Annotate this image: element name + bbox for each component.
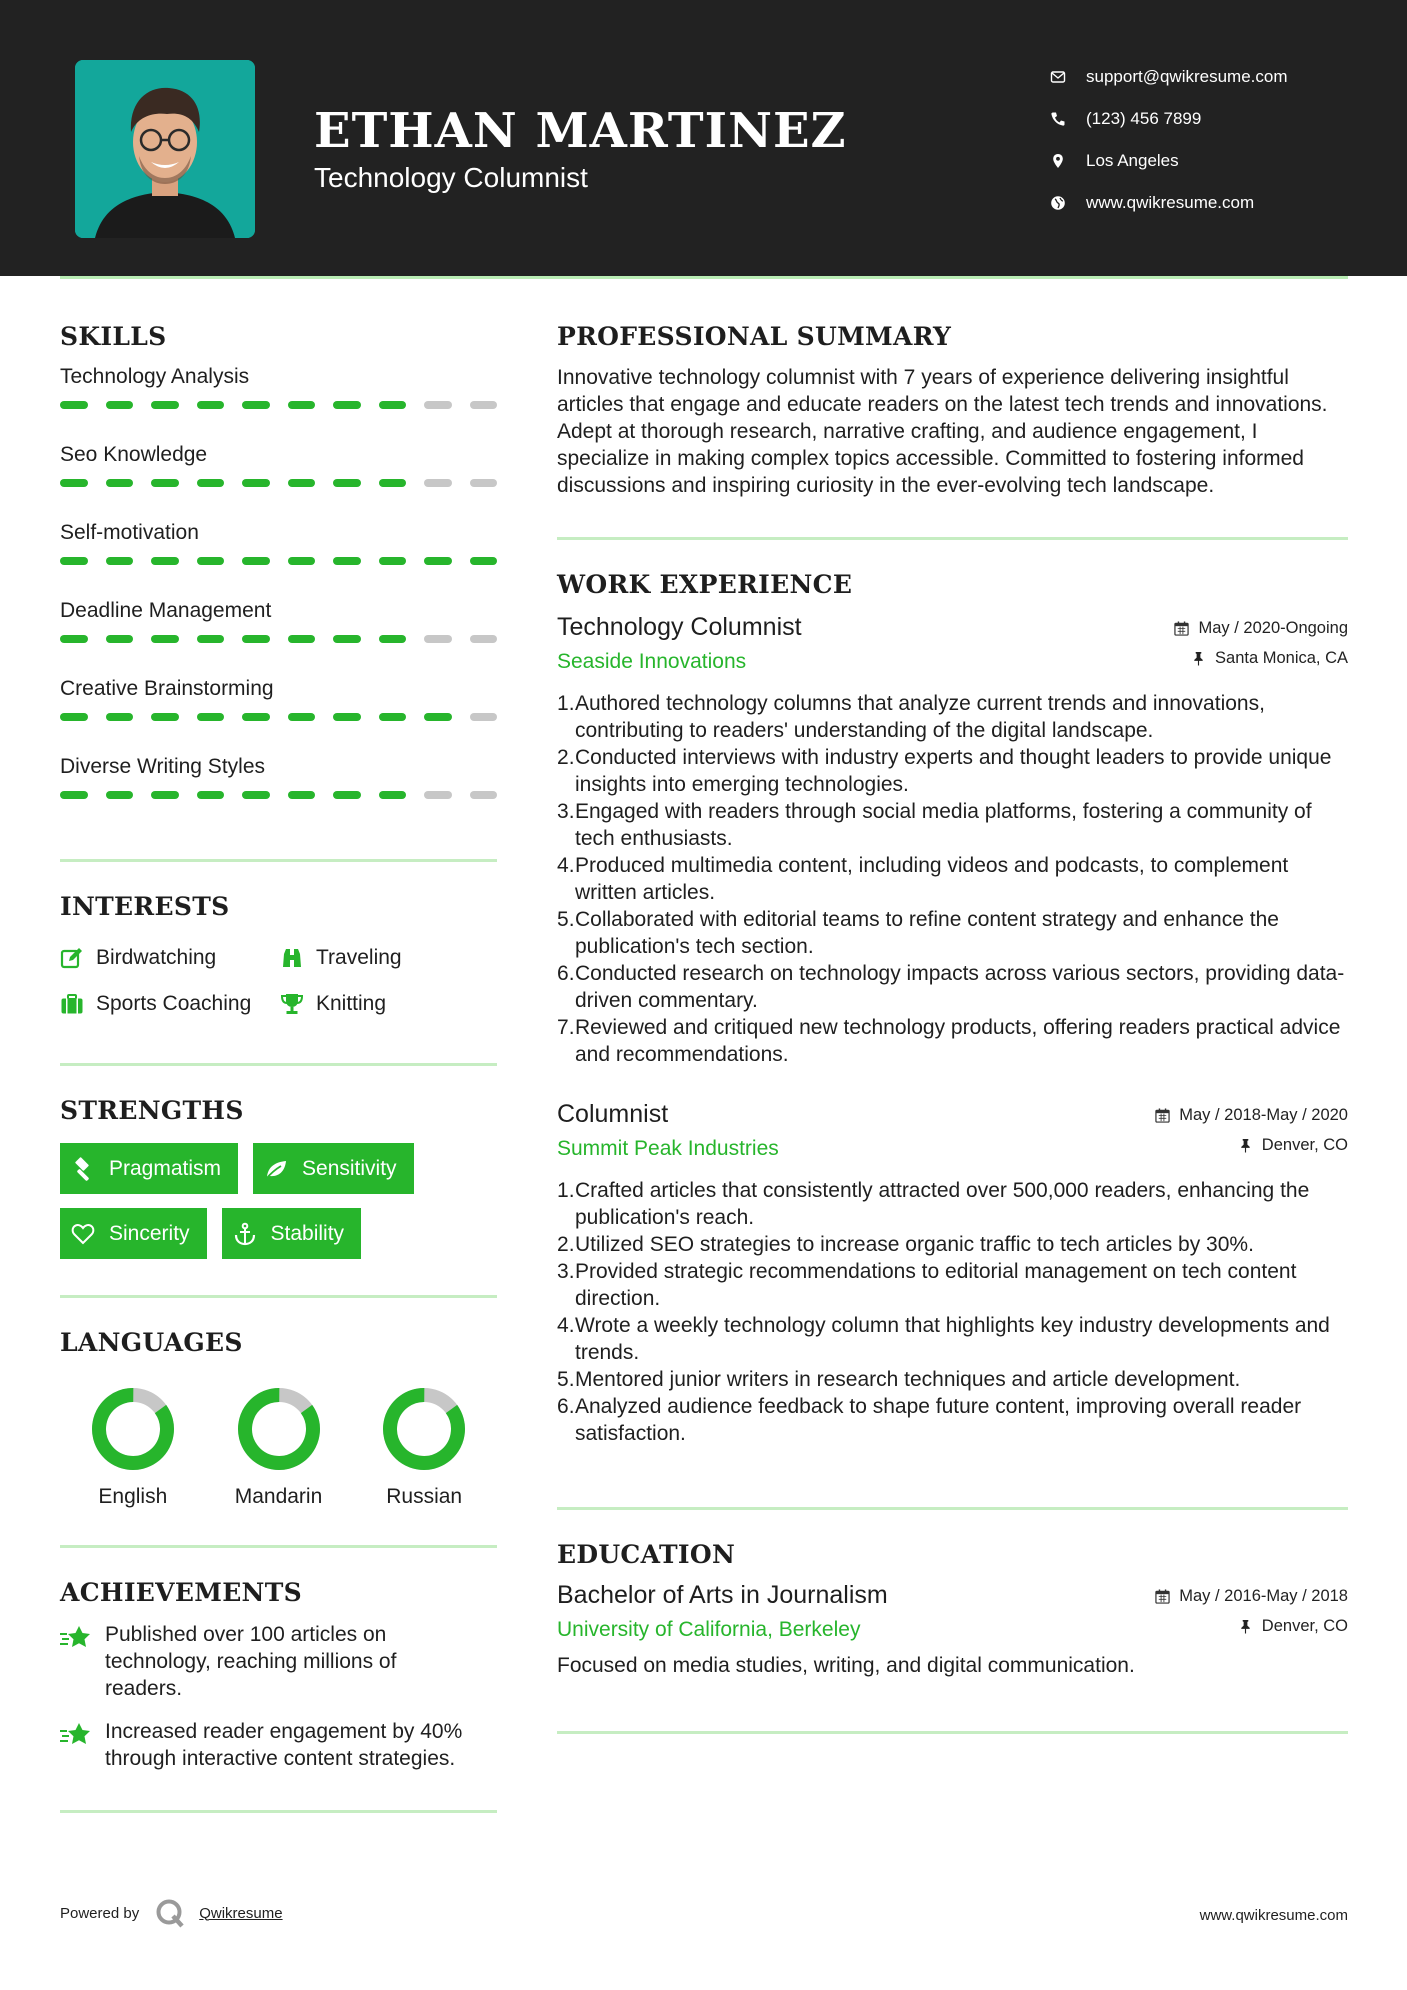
skills-list <box>60 365 497 819</box>
skill-dot-filled <box>424 557 452 565</box>
skill-dot-filled <box>242 635 270 643</box>
education-description: Focused on media studies, writing, and digital communication. <box>557 1654 1135 1677</box>
skill-name: Deadline Management <box>60 599 272 622</box>
achievement-text: Published over 100 articles on technology, reaching millions of readers. <box>105 1623 397 1700</box>
achievement-item <box>60 1621 497 1702</box>
education-location-text: Denver, CO <box>1261 1617 1348 1635</box>
list-item: Reviewed and critiqued new technology products, offering readers practical advice and recommendations. <box>575 1016 1341 1066</box>
education-dates <box>1155 1587 1348 1606</box>
skill-name: Diverse Writing Styles <box>60 755 265 778</box>
skill-dot-filled <box>379 713 407 721</box>
interest-label: Birdwatching <box>96 946 217 969</box>
skill-name: Self-motivation <box>60 521 199 544</box>
strengths-heading: STRENGTHS <box>60 1096 244 1125</box>
strengths-list <box>60 1143 497 1259</box>
skill-dot-filled <box>60 713 88 721</box>
section-divider <box>60 1545 497 1548</box>
job-company: Seaside Innovations <box>557 650 747 673</box>
section-divider <box>60 1810 497 1813</box>
skill-level-meter <box>60 791 497 799</box>
star-icon <box>60 1718 105 1772</box>
job-responsibilities <box>557 690 1348 1068</box>
right-column <box>557 322 1348 1734</box>
skill-dot-filled <box>242 713 270 721</box>
skill-dot-empty <box>424 479 452 487</box>
location-pin-icon <box>1050 153 1086 169</box>
list-item: Wrote a weekly technology column that highlights key industry developments and trends. <box>575 1314 1330 1364</box>
language-item <box>60 1387 206 1509</box>
star-icon <box>60 1621 105 1702</box>
skill-dot-filled <box>106 401 134 409</box>
strength-badge <box>222 1208 362 1259</box>
section-divider <box>60 859 497 862</box>
education-entry <box>557 1581 1348 1679</box>
contact-website[interactable] <box>1050 182 1288 224</box>
skill-dot-filled <box>60 401 88 409</box>
skill-dot-filled <box>333 479 361 487</box>
language-item <box>206 1387 352 1509</box>
powered-by-text: Powered by <box>60 1904 140 1922</box>
job-dates <box>1174 619 1348 638</box>
skill-dot-filled <box>470 557 498 565</box>
job-location-text: Santa Monica, CA <box>1215 649 1348 667</box>
summary-heading: PROFESSIONAL SUMMARY <box>557 322 952 351</box>
education-degree: Bachelor of Arts in Journalism <box>557 1581 888 1609</box>
skills-heading: SKILLS <box>60 322 167 351</box>
job-company: Summit Peak Industries <box>557 1137 779 1160</box>
skill-dot-filled <box>106 479 134 487</box>
list-item: Analyzed audience feedback to shape future content, improving overall reader satisfaction. <box>575 1395 1302 1445</box>
education-school: University of California, Berkeley <box>557 1618 861 1641</box>
leaf-icon <box>264 1157 302 1181</box>
strength-badge <box>60 1208 207 1259</box>
skill-dot-filled <box>197 635 225 643</box>
skill-name: Technology Analysis <box>60 365 250 388</box>
interest-label: Traveling <box>316 946 402 969</box>
skill-dot-filled <box>197 791 225 799</box>
gavel-icon <box>71 1157 109 1181</box>
list-item: Utilized SEO strategies to increase organic traffic to tech articles by 30%. <box>575 1233 1254 1256</box>
trophy-icon <box>280 992 316 1016</box>
interests-list <box>60 945 497 1017</box>
education-dates-text: May / 2016-May / 2018 <box>1179 1587 1348 1605</box>
job-location <box>1174 649 1348 668</box>
interest-label: Sports Coaching <box>96 992 252 1015</box>
skill-item <box>60 443 497 507</box>
skill-name: Creative Brainstorming <box>60 677 274 700</box>
skill-dot-filled <box>288 557 316 565</box>
contact-website-text: www.qwikresume.com <box>1086 193 1255 212</box>
pushpin-icon <box>1238 1138 1253 1153</box>
phone-icon <box>1050 111 1086 127</box>
anchor-icon <box>233 1222 271 1246</box>
skill-dot-filled <box>242 791 270 799</box>
skill-dot-filled <box>288 401 316 409</box>
skill-dot-filled <box>379 479 407 487</box>
summary-text: Innovative technology columnist with 7 years of experience delivering insightful articles that engage and educate readers on the latest tech trends and innovations. Adept at thorough research, narrative crafting, and audience engagement, I specialize in making complex topics accessible. Committed to fostering informed discussions and inspiring curiosity in the ever-evolving tech landscape. <box>557 366 1328 497</box>
skill-dot-filled <box>288 635 316 643</box>
list-item: Authored technology columns that analyze current trends and innovations, contributing to readers' understanding of the digital landscape. <box>575 692 1265 742</box>
interest-item <box>60 991 280 1017</box>
skill-dot-filled <box>106 557 134 565</box>
skill-dot-filled <box>60 635 88 643</box>
skill-level-meter <box>60 713 497 721</box>
strength-label: Stability <box>270 1221 345 1245</box>
strength-label: Pragmatism <box>109 1156 222 1180</box>
section-divider <box>557 1507 1348 1510</box>
contact-phone[interactable] <box>1050 98 1288 140</box>
section-divider <box>60 1063 497 1066</box>
skill-dot-filled <box>242 557 270 565</box>
skill-dot-filled <box>379 557 407 565</box>
list-item: Produced multimedia content, including videos and podcasts, to complement written articles. <box>575 854 1289 904</box>
heart-icon <box>71 1222 109 1246</box>
skill-dot-filled <box>333 713 361 721</box>
skill-dot-filled <box>151 401 179 409</box>
list-item: Collaborated with editorial teams to refine content strategy and enhance the publication's tech section. <box>575 908 1279 958</box>
globe-icon <box>1050 195 1086 211</box>
skill-dot-filled <box>242 401 270 409</box>
interest-label: Knitting <box>316 992 387 1015</box>
contact-location <box>1050 140 1288 182</box>
skill-item <box>60 599 497 663</box>
skill-dot-empty <box>424 635 452 643</box>
language-name: Mandarin <box>234 1485 323 1508</box>
skill-dot-empty <box>470 401 498 409</box>
skill-dot-filled <box>60 479 88 487</box>
job-dates <box>1155 1106 1348 1125</box>
language-level-ring <box>237 1387 321 1471</box>
skill-dot-empty <box>470 479 498 487</box>
resume-header <box>0 0 1407 276</box>
skill-dot-filled <box>288 479 316 487</box>
contact-list <box>1050 56 1288 224</box>
calendar-icon <box>1155 1108 1170 1123</box>
skill-level-meter <box>60 401 497 409</box>
job-dates-text: May / 2020-Ongoing <box>1198 619 1348 637</box>
skill-dot-filled <box>333 557 361 565</box>
header-divider <box>60 276 1348 279</box>
skill-dot-filled <box>106 791 134 799</box>
list-item: Conducted interviews with industry experts and thought leaders to provide unique insights into emerging technologies. <box>575 746 1332 796</box>
skill-level-meter <box>60 635 497 643</box>
job-location <box>1155 1136 1348 1155</box>
job-header <box>557 1100 1348 1161</box>
languages-heading: LANGUAGES <box>60 1328 243 1357</box>
skill-dot-filled <box>60 557 88 565</box>
skill-dot-filled <box>151 791 179 799</box>
language-level-ring <box>382 1387 466 1471</box>
skill-dot-filled <box>424 713 452 721</box>
binoculars-icon <box>280 946 316 970</box>
calendar-icon <box>1155 1589 1170 1604</box>
skill-item <box>60 521 497 585</box>
job-role: Technology Columnist <box>557 613 802 641</box>
experience-heading: WORK EXPERIENCE <box>557 570 853 599</box>
language-item <box>351 1387 497 1509</box>
section-divider <box>60 1295 497 1298</box>
candidate-name: ETHAN MARTINEZ <box>314 103 847 159</box>
envelope-icon <box>1050 69 1086 85</box>
strength-label: Sincerity <box>109 1221 190 1245</box>
interest-item <box>280 945 480 971</box>
strength-badge <box>253 1143 414 1194</box>
languages-list <box>60 1387 497 1509</box>
skill-dot-filled <box>60 791 88 799</box>
skill-dot-filled <box>333 401 361 409</box>
pushpin-icon <box>1191 651 1206 666</box>
contact-email[interactable] <box>1050 56 1288 98</box>
language-name: English <box>98 1485 168 1508</box>
job-header <box>557 613 1348 674</box>
skill-dot-filled <box>151 713 179 721</box>
interest-item <box>60 945 280 971</box>
skill-level-meter <box>60 479 497 487</box>
skill-dot-filled <box>197 713 225 721</box>
qwikresume-logo-icon <box>155 1898 185 1928</box>
skill-item <box>60 365 497 429</box>
list-item: Crafted articles that consistently attracted over 500,000 readers, enhancing the publication's reach. <box>575 1179 1310 1229</box>
skill-level-meter <box>60 557 497 565</box>
job-location-text: Denver, CO <box>1261 1136 1348 1154</box>
language-ring-fill <box>237 1387 321 1471</box>
list-item: Conducted research on technology impacts across various sectors, providing data-driven commentary. <box>575 962 1345 1012</box>
skill-dot-filled <box>197 557 225 565</box>
footer-powered-by <box>60 1898 283 1928</box>
section-divider <box>557 537 1348 540</box>
skill-dot-empty <box>424 401 452 409</box>
skill-dot-filled <box>379 401 407 409</box>
interests-heading: INTERESTS <box>60 892 230 921</box>
strength-label: Sensitivity <box>302 1156 397 1180</box>
skill-dot-filled <box>197 401 225 409</box>
skill-dot-filled <box>288 791 316 799</box>
briefcase-icon <box>60 992 96 1016</box>
skill-dot-filled <box>151 635 179 643</box>
qwikresume-link[interactable]: Qwikresume <box>199 1904 283 1922</box>
job-entry <box>557 613 1348 1068</box>
achievement-item <box>60 1718 497 1772</box>
job-responsibilities <box>557 1177 1348 1447</box>
list-item: Engaged with readers through social media platforms, fostering a community of tech enthusiasts. <box>575 800 1312 850</box>
profile-photo <box>75 60 255 238</box>
skill-item <box>60 677 497 741</box>
skill-dot-filled <box>197 479 225 487</box>
language-level-ring <box>91 1387 175 1471</box>
skill-dot-filled <box>106 635 134 643</box>
skill-name: Seo Knowledge <box>60 443 208 466</box>
list-item: Mentored junior writers in research techniques and article development. <box>575 1368 1241 1391</box>
language-ring-fill <box>382 1387 466 1471</box>
left-column <box>60 322 497 1813</box>
language-ring-fill <box>91 1387 175 1471</box>
contact-location-text: Los Angeles <box>1086 151 1179 170</box>
contact-email-text: support@qwikresume.com <box>1086 67 1288 86</box>
skill-dot-filled <box>379 791 407 799</box>
skill-dot-empty <box>470 713 498 721</box>
skill-item <box>60 755 497 819</box>
skill-dot-filled <box>106 713 134 721</box>
job-entry <box>557 1100 1348 1447</box>
skill-dot-filled <box>151 557 179 565</box>
skill-dot-filled <box>379 635 407 643</box>
skill-dot-empty <box>470 791 498 799</box>
interest-item <box>280 991 480 1017</box>
skill-dot-filled <box>151 479 179 487</box>
skill-dot-empty <box>470 635 498 643</box>
education-header <box>557 1581 1348 1642</box>
education-heading: EDUCATION <box>557 1540 736 1569</box>
skill-dot-filled <box>333 791 361 799</box>
language-name: Russian <box>386 1485 463 1508</box>
edit-icon <box>60 946 96 970</box>
skill-dot-filled <box>288 713 316 721</box>
skill-dot-empty <box>424 791 452 799</box>
section-divider <box>557 1731 1348 1734</box>
calendar-icon <box>1174 621 1189 636</box>
skill-dot-filled <box>242 479 270 487</box>
strength-badge <box>60 1143 238 1194</box>
achievements-heading: ACHIEVEMENTS <box>60 1578 302 1607</box>
job-role: Columnist <box>557 1100 669 1128</box>
skill-dot-filled <box>333 635 361 643</box>
achievement-text: Increased reader engagement by 40% through interactive content strategies. <box>105 1720 463 1770</box>
education-location <box>1155 1617 1348 1636</box>
pushpin-icon <box>1238 1619 1253 1634</box>
candidate-title: Technology Columnist <box>314 162 588 193</box>
list-item: Provided strategic recommendations to editorial management on tech content direction. <box>575 1260 1297 1310</box>
contact-phone-text: (123) 456 7899 <box>1086 109 1202 128</box>
footer-website[interactable]: www.qwikresume.com <box>1199 1907 1348 1924</box>
job-dates-text: May / 2018-May / 2020 <box>1179 1106 1348 1124</box>
